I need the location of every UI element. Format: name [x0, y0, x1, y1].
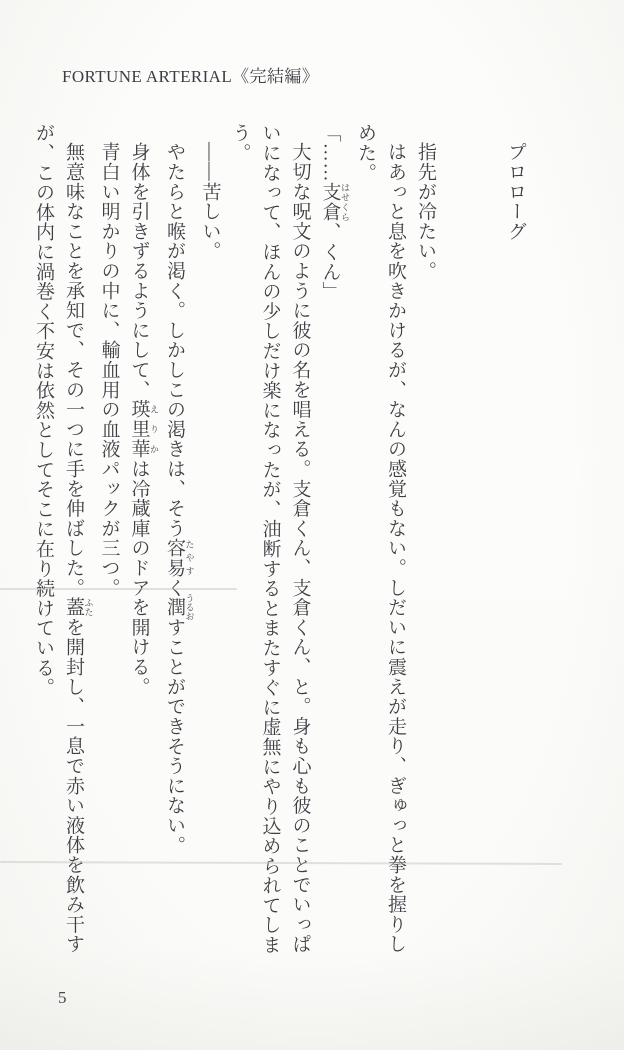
ruby-annotated-word: 潤 うるお — [164, 593, 195, 621]
paragraph: 青白い明かりの中に、輸血用の血液パックが三つ。 — [98, 142, 120, 598]
prologue-heading: プロローグ — [505, 142, 526, 241]
ruby-annotated-word: 容易 たやす — [164, 538, 195, 578]
paragraph: はあっと息を吹きかけるが、なんの感覚もない。しだいに震えが走り、ぎゅっと拳を握りしめた。 — [355, 123, 406, 954]
ruby-annotated-word: 蓋 ふた — [63, 597, 94, 618]
paragraph: やたらと喉が渇く。しかしこの渇きは、そう容易 たやすく潤 うるおすことができそうにない。 — [164, 142, 195, 855]
ruby-annotated-word: 瑛里華 えりか — [128, 399, 159, 459]
paragraph: 身体を引きずるようにして、瑛里華 えりかは冷蔵庫のドアを開ける。 — [128, 142, 159, 697]
scan-fold-line — [0, 588, 237, 590]
paragraph: 大切な呪文のように彼の名を唱える。支倉くん、支倉くん、と。身も心も彼のことでいっぱいになって、ほんの少しだけ楽になったが、油断するとまたすぐに虚無にやり込められてしまう。 — [229, 123, 311, 955]
prologue-paragraphs — [28, 123, 440, 958]
paragraph: 指先が冷たい。 — [415, 142, 436, 281]
prologue-vertical-text — [28, 123, 530, 958]
paragraph: ――苦しい。 — [199, 142, 221, 261]
ruby-annotated-word: 支倉 はせくら — [319, 182, 350, 223]
running-header-title: FORTUNE ARTERIAL《完結編》 — [62, 67, 320, 86]
paragraph: 「……支倉 はせくら、くん」 — [319, 123, 350, 302]
paragraph: 無意味なことを承知で、その一つに手を伸ばした。蓋 ふたを開封し、一息で赤い液体を飲み干すが、この体内に渦巻く不安は依然としてそこに在り続けている。 — [33, 123, 94, 954]
page-number: 5 — [58, 988, 67, 1007]
